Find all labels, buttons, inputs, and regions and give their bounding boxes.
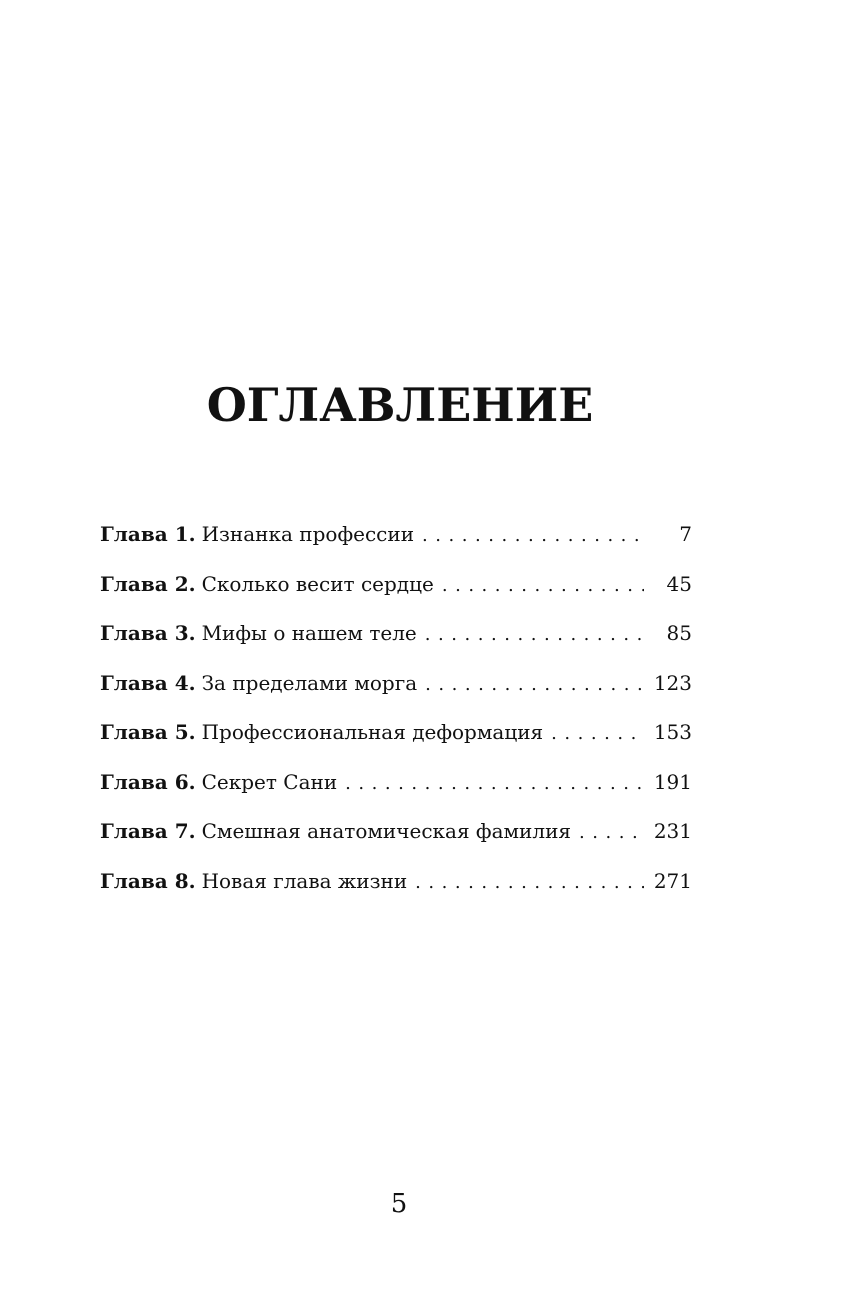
chapter-title: Секрет Сани (201, 769, 338, 794)
toc-entry[interactable] (100, 762, 692, 812)
dot-leader (422, 516, 644, 556)
chapter-title: Мифы о нашем теле (201, 621, 417, 645)
chapter-title: Профессиональная деформация (201, 720, 544, 744)
toc-entry[interactable] (100, 861, 692, 911)
chapter-label: Глава 6. (100, 769, 196, 794)
toc-entry[interactable] (100, 514, 692, 564)
dot-leader (425, 665, 644, 705)
chapter-label: Глава 2. (100, 571, 196, 596)
toc-entry[interactable] (100, 811, 692, 861)
dot-leader (345, 764, 644, 804)
page-number: 45 (666, 571, 692, 596)
page-number: 191 (653, 769, 692, 794)
page-number: 231 (653, 819, 692, 843)
toc-entry[interactable] (100, 663, 692, 713)
dot-leader (425, 615, 644, 655)
dot-leader (415, 863, 644, 903)
toc-heading: ОГЛАВЛЕНИЕ (206, 378, 594, 432)
chapter-title: Новая глава жизни (201, 868, 408, 893)
chapter-title: Смешная анатомическая фамилия (201, 819, 572, 843)
toc-entry[interactable] (100, 712, 692, 762)
toc-entry[interactable] (100, 564, 692, 614)
page-folio: 5 (390, 1189, 408, 1219)
chapter-label: Глава 7. (100, 819, 196, 843)
chapter-label: Глава 3. (100, 621, 196, 645)
chapter-title: Изнанка профессии (201, 522, 415, 546)
dot-leader (579, 813, 644, 853)
dot-leader (551, 714, 644, 754)
chapter-label: Глава 4. (100, 670, 196, 695)
page-number: 271 (653, 868, 692, 893)
chapter-label: Глава 1. (100, 522, 196, 546)
toc-list (100, 514, 692, 910)
dot-leader (442, 566, 644, 606)
chapter-label: Глава 8. (100, 868, 196, 893)
chapter-title: За пределами морга (201, 670, 418, 695)
chapter-title: Сколько весит сердце (201, 571, 434, 596)
page-number: 153 (653, 720, 692, 744)
page-number: 7 (679, 522, 692, 546)
chapter-label: Глава 5. (100, 720, 196, 744)
page-number: 123 (653, 670, 692, 695)
toc-entry[interactable] (100, 613, 692, 663)
page-number: 85 (666, 621, 692, 645)
